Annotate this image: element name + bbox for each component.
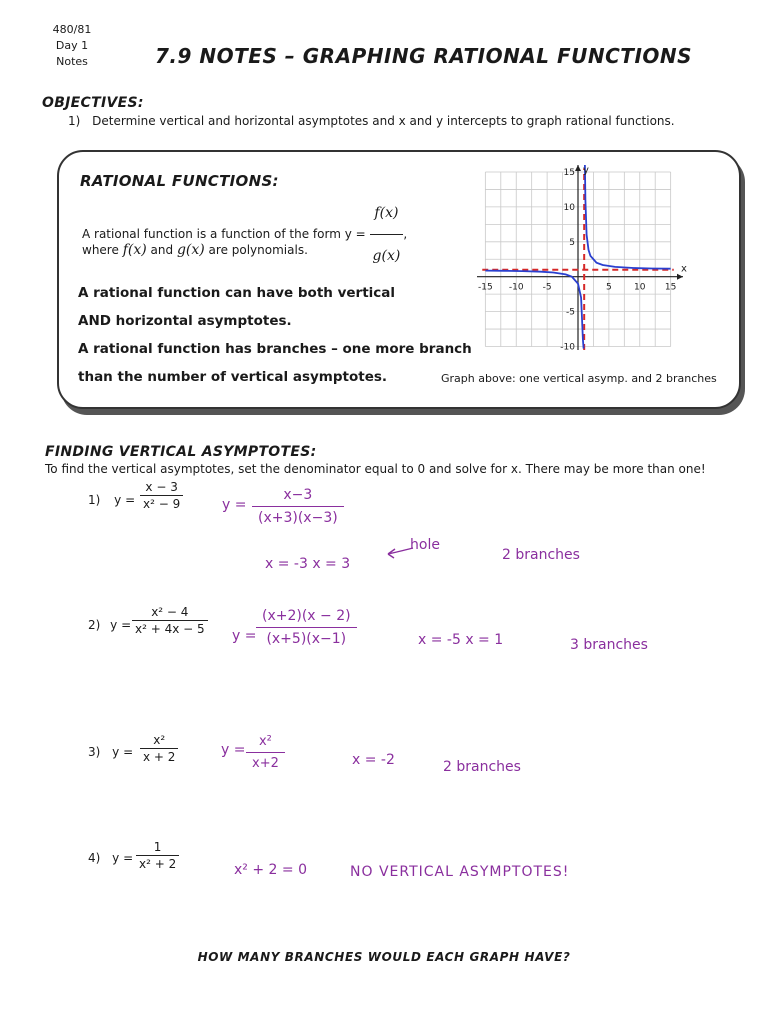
work-1-fraction (252, 487, 344, 526)
where-and: and (150, 243, 174, 257)
problem-number: 2) (88, 618, 101, 632)
objective-item (68, 114, 675, 128)
where-line (82, 242, 308, 258)
problem-y: y = (112, 745, 134, 759)
problem-2-fraction (132, 605, 208, 636)
branches-2: 3 branches (570, 637, 648, 653)
y-axis-label: y (583, 165, 589, 176)
y-tick-label: -5 (566, 307, 575, 318)
problem-1-denominator: x² − 9 (143, 497, 181, 511)
work-2-numerator: (x+2)(x − 2) (256, 608, 357, 628)
problem-y: y = (110, 618, 132, 632)
right-branch-curve (585, 165, 671, 269)
problem-1-label (88, 493, 135, 507)
y-tick-label: 10 (563, 202, 575, 213)
problem-4-fraction (136, 840, 179, 871)
definition-denominator: g(x) (372, 248, 401, 264)
branches-3: 2 branches (443, 759, 521, 775)
where-g: g(x) (176, 242, 205, 258)
hole-note: hole (410, 537, 440, 553)
work-1-numerator: x−3 (252, 487, 344, 507)
work-4-equation: x² + 2 = 0 (234, 862, 307, 878)
work-1-solution: x = -3 x = 3 (265, 556, 351, 572)
day-label: Day 1 (55, 39, 89, 52)
x-tick-label: 15 (664, 282, 677, 293)
problem-number: 1) (88, 493, 101, 507)
y-tick-label: 15 (563, 167, 575, 178)
definition-end: , (403, 227, 408, 241)
bold-line-1: A rational function can have both vertical (78, 285, 396, 301)
work-1-denominator: (x+3)(x−3) (258, 510, 338, 526)
work-4-solution: NO VERTICAL ASYMPTOTES! (350, 864, 570, 880)
bold-line-2: AND horizontal asymptotes. (78, 313, 292, 329)
work-3-denominator: x+2 (252, 756, 279, 771)
definition-fraction (370, 193, 404, 276)
page-title: 7.9 NOTES – GRAPHING RATIONAL FUNCTIONS (155, 44, 693, 68)
work-2-solution: x = -5 x = 1 (418, 632, 504, 648)
problem-2-denominator: x² + 4x − 5 (135, 622, 205, 636)
x-tick-label: -15 (478, 282, 493, 293)
header-meta (42, 22, 102, 70)
definition-prefix: A rational function is a function of the form (82, 227, 341, 241)
problem-1-fraction (140, 480, 183, 511)
problem-3-numerator: x² (140, 733, 178, 749)
where-prefix: where (82, 243, 119, 257)
graph-caption: Graph above: one vertical asymp. and 2 branches (441, 372, 717, 385)
problem-3-label (88, 745, 133, 759)
objective-number: 1) (68, 114, 81, 128)
y-tick-label: 5 (569, 237, 575, 248)
rational-function-graph (455, 155, 700, 360)
problem-number: 4) (88, 851, 101, 865)
y-tick-label: -10 (560, 342, 575, 353)
work-3-y: y = (221, 742, 246, 758)
problem-2-numerator: x² − 4 (132, 605, 208, 621)
problem-2-label (88, 618, 131, 632)
problem-1-numerator: x − 3 (140, 480, 183, 496)
problem-4-denominator: x² + 2 (139, 857, 177, 871)
definition-line (82, 193, 407, 276)
work-3-numerator: x² (246, 734, 285, 753)
notes-label: Notes (56, 55, 88, 68)
problem-y: y = (112, 851, 134, 865)
problem-4-numerator: 1 (136, 840, 179, 856)
work-2-fraction (256, 608, 357, 647)
problem-3-denominator: x + 2 (143, 750, 176, 764)
bold-line-3: A rational function has branches – one more branch (78, 341, 472, 357)
rational-functions-heading: RATIONAL FUNCTIONS: (80, 172, 279, 190)
branches-1: 2 branches (502, 547, 580, 563)
x-axis-label: x (681, 263, 687, 275)
y-axis-arrow (575, 165, 581, 171)
problem-3-fraction (140, 733, 178, 764)
graph-axes (477, 165, 683, 350)
vertical-instructions: To find the vertical asymptotes, set the denominator equal to 0 and solve for x. There may be more than one! (45, 462, 706, 476)
work-3-solution: x = -2 (352, 752, 395, 768)
x-tick-label: 10 (634, 282, 646, 293)
work-1-y: y = (222, 497, 247, 513)
bold-line-4: than the number of vertical asymptotes. (78, 369, 388, 385)
branches-question: HOW MANY BRANCHES WOULD EACH GRAPH HAVE? (197, 950, 571, 964)
work-2-denominator: (x+5)(x−1) (266, 631, 347, 647)
work-3-fraction (246, 734, 285, 771)
x-tick-label: 5 (606, 282, 612, 293)
vertical-asymptotes-heading: FINDING VERTICAL ASYMPTOTES: (45, 444, 317, 460)
problem-4-label (88, 851, 133, 865)
definition-numerator: f(x) (370, 193, 404, 235)
course-number: 480/81 (52, 23, 92, 36)
definition-y: y = (344, 227, 366, 241)
problem-y: y = (114, 493, 136, 507)
objective-text: Determine vertical and horizontal asymptotes and x and y intercepts to graph rational functions. (92, 114, 675, 128)
x-tick-label: -5 (542, 282, 552, 293)
objectives-heading: OBJECTIVES: (42, 95, 144, 111)
work-2-y: y = (232, 628, 257, 644)
x-tick-label: -10 (508, 282, 524, 293)
where-f: f(x) (122, 242, 147, 258)
where-suffix: are polynomials. (208, 243, 308, 257)
problem-number: 3) (88, 745, 101, 759)
